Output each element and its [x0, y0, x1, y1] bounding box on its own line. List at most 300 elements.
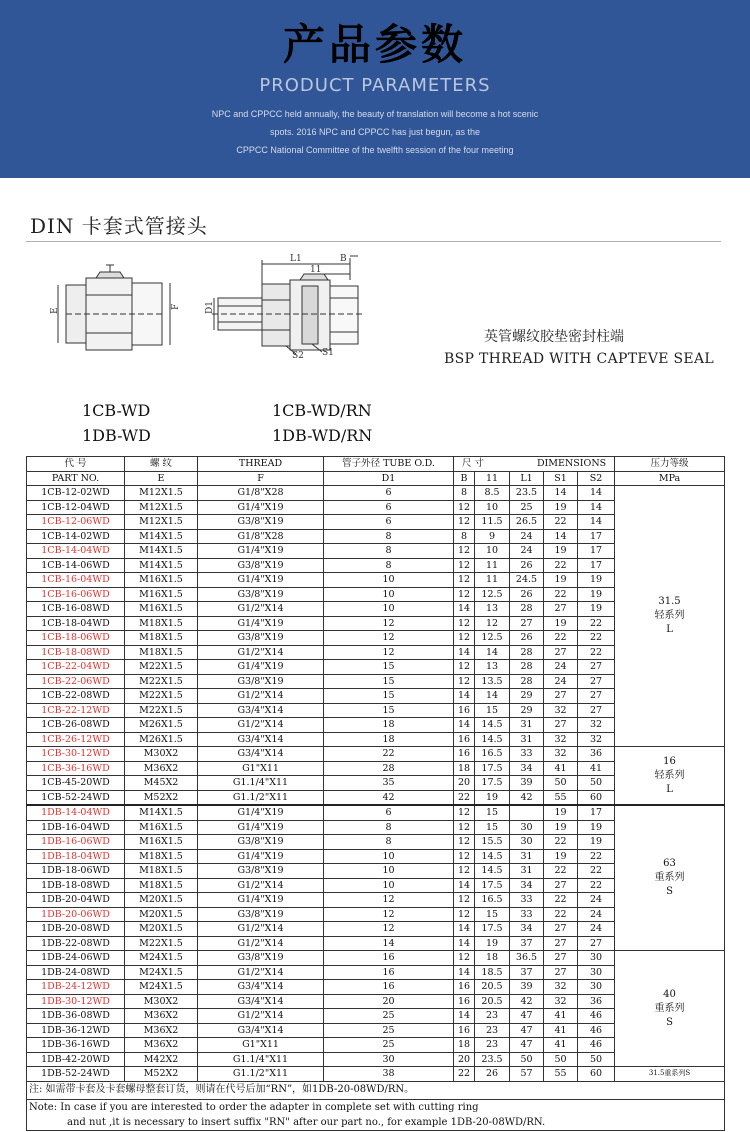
cell-dim-s2: 30 [578, 965, 615, 980]
cell-thread-e: M16X1.5 [125, 835, 198, 850]
cell-dim-11: 13 [475, 602, 510, 617]
cell-thread-f: G3/8"X19 [198, 587, 324, 602]
cell-tube-d1: 12 [324, 893, 454, 908]
cell-dim-b: 16 [454, 703, 475, 718]
table-header-row [27, 471, 725, 486]
cell-thread-e: M24X1.5 [125, 965, 198, 980]
cell-thread-f: G1/2"X14 [198, 936, 324, 951]
cell-thread-f: G3/8"X19 [198, 631, 324, 646]
cell-part-no: 1CB-12-02WD [27, 486, 125, 501]
header-tube: 管子外径 TUBE O.D. [324, 457, 454, 472]
pressure-series: 轻系列 [654, 769, 685, 781]
cell-dim-s2: 32 [578, 718, 615, 733]
cell-part-no: 1DB-20-06WD [27, 907, 125, 922]
cell-dim-l1: 31 [510, 732, 544, 747]
cell-dim-s2: 30 [578, 951, 615, 966]
cell-tube-d1: 30 [324, 1052, 454, 1067]
cell-dim-11: 14.5 [475, 718, 510, 733]
cell-dim-s1: 32 [544, 732, 578, 747]
banner-title-en: PRODUCT PARAMETERS [259, 75, 491, 96]
cell-dim-11: 16.5 [475, 893, 510, 908]
cell-part-no: 1CB-16-08WD [27, 602, 125, 617]
cell-dim-l1: 28 [510, 645, 544, 660]
cell-dim-b: 12 [454, 515, 475, 530]
cell-dim-s1: 24 [544, 660, 578, 675]
cell-dim-11: 12.5 [475, 631, 510, 646]
cell-thread-e: M26X1.5 [125, 718, 198, 733]
fitting-diagram [40, 250, 720, 395]
pressure-group [615, 1067, 725, 1082]
cell-dim-l1: 33 [510, 747, 544, 762]
cell-dim-s1: 22 [544, 631, 578, 646]
cell-dim-s2: 24 [578, 907, 615, 922]
cell-dim-b: 12 [454, 544, 475, 559]
cell-thread-e: M36X2 [125, 761, 198, 776]
cell-part-no: 1DB-52-24WD [27, 1067, 125, 1082]
cell-dim-l1: 47 [510, 1023, 544, 1038]
pressure-value: 16 [663, 755, 676, 767]
cell-dim-b: 12 [454, 587, 475, 602]
cell-thread-f: G1/2"X14 [198, 718, 324, 733]
cell-dim-s2: 22 [578, 631, 615, 646]
pressure-letter: L [666, 624, 673, 635]
cell-dim-s2: 19 [578, 835, 615, 850]
cell-thread-f: G1/8"X28 [198, 486, 324, 501]
header-f: F [198, 471, 324, 486]
cell-tube-d1: 18 [324, 732, 454, 747]
banner-subtitle-line-2: spots. 2016 NPC and CPPCC has just begun, as the [269, 127, 481, 137]
cell-tube-d1: 8 [324, 558, 454, 573]
cell-dim-11: 14.5 [475, 864, 510, 879]
cell-part-no: 1CB-30-12WD [27, 747, 125, 762]
cell-dim-l1: 33 [510, 893, 544, 908]
cell-thread-f: G1.1/2"X11 [198, 1067, 324, 1082]
cell-dim-b: 20 [454, 776, 475, 791]
cell-tube-d1: 12 [324, 922, 454, 937]
cell-dim-s1: 27 [544, 922, 578, 937]
cell-dim-s2: 19 [578, 587, 615, 602]
cell-part-no: 1CB-26-08WD [27, 718, 125, 733]
table-row [27, 747, 725, 762]
cell-dim-b: 14 [454, 602, 475, 617]
cell-thread-f: G3/4"X14 [198, 1023, 324, 1038]
cell-dim-s2: 19 [578, 820, 615, 835]
cell-tube-d1: 8 [324, 820, 454, 835]
cell-dim-s1: 32 [544, 703, 578, 718]
cell-thread-e: M22X1.5 [125, 703, 198, 718]
cell-thread-f: G1/2"X14 [198, 602, 324, 617]
cell-dim-11: 12.5 [475, 587, 510, 602]
cell-thread-e: M14X1.5 [125, 544, 198, 559]
cell-dim-b: 22 [454, 790, 475, 805]
cell-part-no: 1CB-22-08WD [27, 689, 125, 704]
cell-dim-11: 14 [475, 645, 510, 660]
cell-dim-l1: 50 [510, 1052, 544, 1067]
cell-dim-s2: 24 [578, 893, 615, 908]
cell-dim-s2: 50 [578, 776, 615, 791]
cell-dim-l1: 42 [510, 994, 544, 1009]
cell-dim-s1: 41 [544, 761, 578, 776]
cell-thread-e: M14X1.5 [125, 558, 198, 573]
cell-thread-f: G1/4"X19 [198, 616, 324, 631]
cell-dim-s1: 27 [544, 965, 578, 980]
cell-dim-s1: 41 [544, 1038, 578, 1053]
cell-part-no: 1DB-16-04WD [27, 820, 125, 835]
cell-dim-b: 12 [454, 631, 475, 646]
pressure-group [615, 486, 725, 747]
cell-thread-f: G3/8"X19 [198, 907, 324, 922]
cell-dim-s1: 19 [544, 544, 578, 559]
cell-dim-s2: 22 [578, 864, 615, 879]
cell-thread-f: G1/4"X19 [198, 573, 324, 588]
cell-dim-s1: 22 [544, 864, 578, 879]
header-thread-en: THREAD [198, 457, 324, 472]
cell-dim-11: 19 [475, 936, 510, 951]
cell-dim-l1: 30 [510, 820, 544, 835]
cell-dim-l1: 23.5 [510, 486, 544, 501]
fitting-side-view [58, 265, 170, 350]
cell-thread-e: M18X1.5 [125, 631, 198, 646]
cell-dim-s2: 22 [578, 645, 615, 660]
cell-dim-s1: 22 [544, 907, 578, 922]
cell-tube-d1: 6 [324, 486, 454, 501]
cell-dim-s2: 17 [578, 529, 615, 544]
cell-dim-l1: 39 [510, 980, 544, 995]
cell-tube-d1: 35 [324, 776, 454, 791]
cell-thread-e: M22X1.5 [125, 674, 198, 689]
cell-dim-l1: 57 [510, 1067, 544, 1082]
cell-dim-11: 11 [475, 558, 510, 573]
cell-thread-e: M16X1.5 [125, 587, 198, 602]
cell-part-no: 1CB-16-04WD [27, 573, 125, 588]
header-banner [0, 0, 750, 178]
cell-dim-s1: 55 [544, 790, 578, 805]
cell-tube-d1: 8 [324, 544, 454, 559]
cell-dim-s1: 19 [544, 849, 578, 864]
cell-thread-f: G1/2"X14 [198, 878, 324, 893]
cell-dim-s2: 24 [578, 922, 615, 937]
cell-thread-f: G3/8"X19 [198, 835, 324, 850]
cell-dim-11: 15 [475, 703, 510, 718]
cell-thread-f: G1/4"X19 [198, 544, 324, 559]
cell-thread-e: M18X1.5 [125, 645, 198, 660]
cell-tube-d1: 8 [324, 835, 454, 850]
header-part-no: PART NO. [27, 471, 125, 486]
cell-dim-s2: 30 [578, 980, 615, 995]
cell-thread-e: M30X2 [125, 747, 198, 762]
cell-part-no: 1DB-42-20WD [27, 1052, 125, 1067]
cell-dim-11: 17.5 [475, 878, 510, 893]
dim-label-b: B [340, 254, 347, 264]
cell-thread-e: M24X1.5 [125, 980, 198, 995]
cell-dim-l1: 47 [510, 1009, 544, 1024]
cell-dim-b: 18 [454, 1038, 475, 1053]
banner-title-cn: 产品参数 [282, 20, 467, 69]
cell-dim-s2: 32 [578, 732, 615, 747]
cell-dim-11: 17.5 [475, 761, 510, 776]
cell-dim-s1: 22 [544, 515, 578, 530]
table-note-row [27, 1099, 725, 1130]
cell-dim-l1: 33 [510, 907, 544, 922]
cell-dim-11: 23 [475, 1038, 510, 1053]
cell-thread-e: M16X1.5 [125, 602, 198, 617]
cell-dim-11: 8.5 [475, 486, 510, 501]
cell-dim-s2: 36 [578, 994, 615, 1009]
dim-label-l1: L1 [290, 254, 302, 264]
cell-part-no: 1DB-36-08WD [27, 1009, 125, 1024]
dim-label-11: 11 [310, 265, 322, 275]
cell-thread-f: G3/8"X19 [198, 951, 324, 966]
header-code: 代 号 [27, 457, 125, 472]
cell-dim-11: 15 [475, 907, 510, 922]
cell-dim-s1: 19 [544, 500, 578, 515]
cell-dim-b: 14 [454, 878, 475, 893]
description-en: BSP THREAD WITH CAPTEVE SEAL [444, 351, 714, 367]
cell-dim-b: 12 [454, 951, 475, 966]
cell-thread-f: G1/4"X19 [198, 820, 324, 835]
pressure-letter: L [666, 783, 673, 795]
pressure-value: 40 [663, 988, 676, 1000]
cell-dim-11: 20.5 [475, 980, 510, 995]
table-header-row [27, 457, 725, 472]
cell-dim-11: 14 [475, 689, 510, 704]
cell-tube-d1: 15 [324, 660, 454, 675]
cell-dim-l1: 47 [510, 1038, 544, 1053]
cell-dim-11: 19 [475, 790, 510, 805]
cell-thread-e: M45X2 [125, 776, 198, 791]
cell-thread-f: G1/2"X14 [198, 1009, 324, 1024]
cell-thread-e: M18X1.5 [125, 616, 198, 631]
cell-dim-b: 14 [454, 718, 475, 733]
table-row [27, 1067, 725, 1082]
cell-dim-l1: 28 [510, 602, 544, 617]
cell-dim-s1: 27 [544, 689, 578, 704]
banner-subtitle-line-1: NPC and CPPCC held annually, the beauty of translation will become a hot scenic [211, 109, 539, 119]
cell-dim-s2: 14 [578, 486, 615, 501]
cell-dim-l1 [510, 805, 544, 820]
cell-part-no: 1CB-12-04WD [27, 500, 125, 515]
cell-thread-f: G3/4"X14 [198, 980, 324, 995]
cell-dim-s1: 14 [544, 486, 578, 501]
dim-label-s2: S2 [292, 351, 304, 361]
cell-dim-s2: 27 [578, 703, 615, 718]
cell-dim-s2: 41 [578, 761, 615, 776]
cell-dim-l1: 26 [510, 558, 544, 573]
cell-tube-d1: 22 [324, 747, 454, 762]
cell-dim-11: 17.5 [475, 776, 510, 791]
cell-dim-l1: 36.5 [510, 951, 544, 966]
cell-tube-d1: 25 [324, 1009, 454, 1024]
cell-thread-e: M52X2 [125, 1067, 198, 1082]
cell-thread-f: G1.1/2"X11 [198, 790, 324, 805]
cell-dim-b: 14 [454, 689, 475, 704]
cell-dim-b: 12 [454, 500, 475, 515]
cell-thread-f: G3/8"X19 [198, 674, 324, 689]
cell-thread-f: G1/8"X28 [198, 529, 324, 544]
cell-dim-b: 12 [454, 864, 475, 879]
model-code: 1CB-WD [82, 401, 151, 420]
section-divider [26, 241, 721, 242]
cell-tube-d1: 25 [324, 1023, 454, 1038]
cell-tube-d1: 10 [324, 849, 454, 864]
cell-dim-s1: 24 [544, 674, 578, 689]
cell-tube-d1: 6 [324, 805, 454, 820]
dim-label-s1: S1 [322, 348, 334, 358]
note-en-line-2: and nut ,it is necessary to insert suffix "RN" after our part no., for example 1DB-20-08WD/RN. [67, 1116, 546, 1128]
cell-thread-e: M22X1.5 [125, 936, 198, 951]
pressure-group [615, 747, 725, 806]
cell-part-no: 1DB-24-08WD [27, 965, 125, 980]
header-s2: S2 [578, 471, 615, 486]
cell-dim-s1: 27 [544, 718, 578, 733]
cell-dim-s1: 22 [544, 558, 578, 573]
cell-thread-e: M30X2 [125, 994, 198, 1009]
header-l1: L1 [510, 471, 544, 486]
note-en [27, 1099, 725, 1130]
cell-dim-s2: 19 [578, 573, 615, 588]
cell-part-no: 1CB-22-06WD [27, 674, 125, 689]
cell-dim-s2: 17 [578, 558, 615, 573]
cell-dim-11: 10 [475, 544, 510, 559]
cell-tube-d1: 28 [324, 761, 454, 776]
pressure-series: 重系列 [654, 872, 685, 883]
cell-dim-11: 14.5 [475, 732, 510, 747]
cell-dim-b: 14 [454, 922, 475, 937]
cell-dim-l1: 34 [510, 761, 544, 776]
fitting-section-view [212, 256, 362, 354]
header-dimensions [454, 457, 615, 472]
cell-tube-d1: 18 [324, 718, 454, 733]
cell-dim-l1: 34 [510, 878, 544, 893]
cell-dim-s1: 41 [544, 1023, 578, 1038]
cell-thread-e: M14X1.5 [125, 529, 198, 544]
cell-tube-d1: 42 [324, 790, 454, 805]
cell-dim-s2: 27 [578, 660, 615, 675]
cell-part-no: 1DB-36-16WD [27, 1038, 125, 1053]
cell-thread-f: G1/4"X19 [198, 660, 324, 675]
cell-tube-d1: 10 [324, 573, 454, 588]
cell-part-no: 1CB-18-08WD [27, 645, 125, 660]
cell-thread-f: G1/2"X14 [198, 965, 324, 980]
cell-thread-e: M22X1.5 [125, 660, 198, 675]
cell-dim-s2: 19 [578, 602, 615, 617]
cell-dim-11: 10 [475, 500, 510, 515]
cell-tube-d1: 8 [324, 529, 454, 544]
cell-dim-b: 16 [454, 994, 475, 1009]
cell-dim-11: 15.5 [475, 835, 510, 850]
pressure-value: 63 [663, 858, 676, 869]
cell-part-no: 1CB-12-06WD [27, 515, 125, 530]
header-dim-cn: 尺 寸 [461, 458, 484, 470]
cell-part-no: 1CB-18-04WD [27, 616, 125, 631]
cell-tube-d1: 20 [324, 994, 454, 1009]
pressure-group [615, 805, 725, 951]
cell-dim-11: 14.5 [475, 849, 510, 864]
cell-part-no: 1CB-14-06WD [27, 558, 125, 573]
cell-tube-d1: 38 [324, 1067, 454, 1082]
model-code: 1DB-WD [82, 426, 151, 445]
cell-dim-11: 23 [475, 1023, 510, 1038]
cell-dim-l1: 24 [510, 544, 544, 559]
cell-part-no: 1CB-36-16WD [27, 761, 125, 776]
cell-dim-11: 18.5 [475, 965, 510, 980]
cell-dim-b: 12 [454, 558, 475, 573]
cell-dim-l1: 27 [510, 616, 544, 631]
cell-dim-b: 12 [454, 674, 475, 689]
cell-thread-e: M52X2 [125, 790, 198, 805]
cell-tube-d1: 15 [324, 674, 454, 689]
cell-dim-l1: 28 [510, 674, 544, 689]
cell-dim-s2: 46 [578, 1038, 615, 1053]
pressure-letter: S [666, 1016, 673, 1028]
cell-dim-b: 16 [454, 980, 475, 995]
dim-label-d1: D1 [205, 301, 215, 314]
header-pressure: 压力等级 [615, 457, 725, 472]
cell-dim-s1: 19 [544, 805, 578, 820]
cell-thread-f: G1.1/4"X11 [198, 1052, 324, 1067]
cell-dim-11: 17.5 [475, 922, 510, 937]
cell-thread-f: G3/4"X14 [198, 994, 324, 1009]
cell-part-no: 1DB-20-08WD [27, 922, 125, 937]
cell-dim-11: 20.5 [475, 994, 510, 1009]
cell-dim-b: 12 [454, 907, 475, 922]
model-code: 1CB-WD/RN [272, 401, 372, 420]
cell-dim-s1: 32 [544, 994, 578, 1009]
table-note-row [27, 1081, 725, 1099]
cell-dim-11: 15 [475, 820, 510, 835]
cell-thread-f: G3/4"X14 [198, 732, 324, 747]
cell-dim-b: 14 [454, 936, 475, 951]
cell-thread-e: M14X1.5 [125, 805, 198, 820]
cell-tube-d1: 25 [324, 1038, 454, 1053]
cell-dim-l1: 25 [510, 500, 544, 515]
cell-tube-d1: 10 [324, 587, 454, 602]
cell-dim-l1: 28 [510, 660, 544, 675]
cell-dim-s2: 17 [578, 544, 615, 559]
cell-part-no: 1CB-18-06WD [27, 631, 125, 646]
cell-tube-d1: 10 [324, 602, 454, 617]
header-s1: S1 [544, 471, 578, 486]
cell-dim-b: 14 [454, 965, 475, 980]
cell-dim-s1: 41 [544, 1009, 578, 1024]
cell-dim-l1: 42 [510, 790, 544, 805]
cell-thread-e: M20X1.5 [125, 907, 198, 922]
table-row [27, 951, 725, 966]
cell-dim-s1: 22 [544, 587, 578, 602]
cell-tube-d1: 10 [324, 864, 454, 879]
cell-dim-s2: 22 [578, 616, 615, 631]
cell-dim-11: 13 [475, 660, 510, 675]
cell-part-no: 1DB-24-06WD [27, 951, 125, 966]
cell-tube-d1: 12 [324, 907, 454, 922]
cell-dim-b: 12 [454, 820, 475, 835]
cell-tube-d1: 12 [324, 616, 454, 631]
cell-dim-s2: 50 [578, 1052, 615, 1067]
cell-thread-e: M16X1.5 [125, 573, 198, 588]
cell-thread-e: M36X2 [125, 1038, 198, 1053]
cell-thread-e: M36X2 [125, 1009, 198, 1024]
cell-tube-d1: 6 [324, 500, 454, 515]
cell-dim-s1: 50 [544, 1052, 578, 1067]
cell-thread-e: M12X1.5 [125, 515, 198, 530]
cell-dim-s1: 22 [544, 893, 578, 908]
cell-part-no: 1DB-24-12WD [27, 980, 125, 995]
header-b: B [454, 471, 475, 486]
cell-thread-e: M20X1.5 [125, 922, 198, 937]
cell-thread-f: G1"X11 [198, 1038, 324, 1053]
cell-dim-s2: 14 [578, 515, 615, 530]
cell-part-no: 1DB-18-04WD [27, 849, 125, 864]
